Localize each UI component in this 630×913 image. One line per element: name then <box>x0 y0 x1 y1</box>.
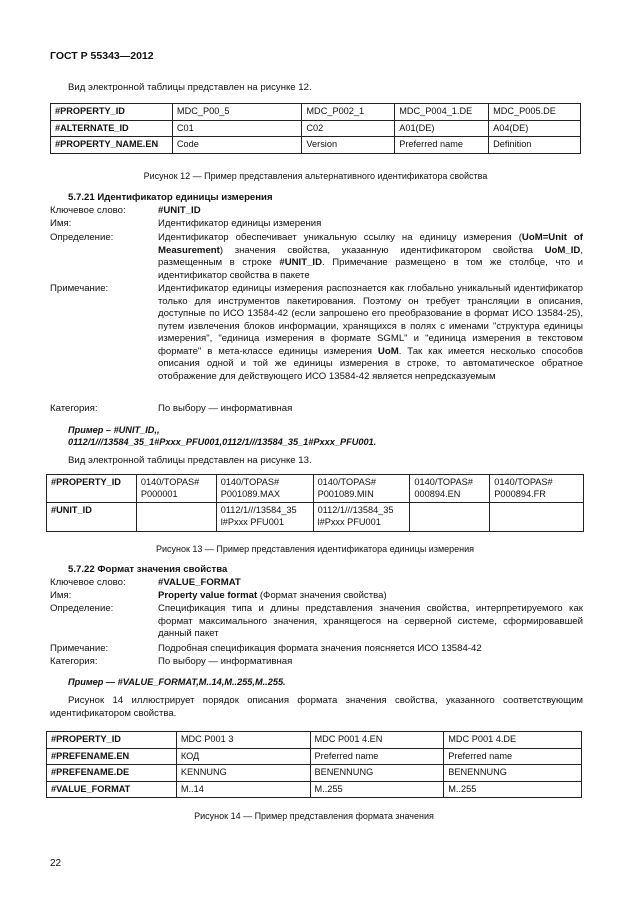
note-text: Идентификатор единицы измерения распознается как глобально уникальный идентификатор только для инструментов пакетирования. Поэтому он требует трансляции в описания, доступные по ИСО 13584-42 (если запрошено его преобразование в формат ИСО 13584-25), путем извлечения блоков информации, хранящихся в полях с именами "структура единицы измерения", "единица измерения в формате SGML" и "единица измерения в текстовом формате" в мета-классе единицы измерения UoM. Так как имеется несколько способов описания одной и той же единицы измерения в строке, то автоматическое обратное отображение для действующего ИСО 13584-42 является непредсказуемым <box>158 283 583 382</box>
table-cell <box>136 503 216 532</box>
table-cell: MDC P001 4.DE <box>444 732 582 749</box>
table-row <box>47 781 582 798</box>
table-row <box>47 732 582 749</box>
table-cell: MDC_P00_5 <box>172 104 301 121</box>
table-cell: Code <box>172 137 301 154</box>
page-number: 22 <box>50 858 62 869</box>
example-line-1: Пример – #UNIT_ID,, <box>68 425 160 435</box>
table-row <box>51 137 581 154</box>
table-cell: Preferred name <box>310 748 444 765</box>
table-row <box>51 104 581 121</box>
definition-text: Спецификация типа и длины представления значения свойства, интерпретируемого как формат максимального значения, хранящегося на серверной системе, сформировавшей данный пакет <box>158 603 583 639</box>
table-cell: 0140/TOPAS# P000894.FR <box>490 475 584 503</box>
table-cell: 0112/1///13584_35 l#Pxxx PFU001 <box>216 503 313 532</box>
table-cell: #PROPERTY_ID <box>51 104 173 121</box>
table-cell: #PROPERTY_NAME.EN <box>51 137 173 154</box>
table-cell: #PROPERTY_ID <box>47 475 137 503</box>
table-cell: MDC_P004_1.DE <box>395 104 489 121</box>
table-cell: #PREFENAME.EN <box>47 748 177 765</box>
table-figure-14 <box>46 731 582 798</box>
table-cell: 0112/1///13584_35 l#Pxxx PFU001 <box>313 503 410 532</box>
table-cell: КОД <box>176 748 310 765</box>
table-cell: #ALTERNATE_ID <box>51 120 173 137</box>
table-row <box>47 748 582 765</box>
example-line: Пример — #VALUE_FORMAT,M..14,M..255,M..255. <box>68 677 286 687</box>
section-title-5-7-22: 5.7.22 Формат значения свойства <box>68 564 228 575</box>
table-cell: MDC_P002_1 <box>302 104 395 121</box>
category-label: Категория: <box>50 403 98 414</box>
table-cell: A01(DE) <box>395 120 489 137</box>
table-cell: MDC P001 3 <box>176 732 310 749</box>
table-cell: MDC P001 4.EN <box>310 732 444 749</box>
table-cell: C02 <box>302 120 395 137</box>
category-value: По выбору — информативная <box>158 656 293 667</box>
intro-figure-13: Вид электронной таблицы представлен на рисунке 13. <box>68 455 312 466</box>
keyword-label: Ключевое слово: <box>50 205 126 216</box>
table-cell: M..14 <box>176 781 310 798</box>
intro-figure-12: Вид электронной таблицы представлен на рисунке 12. <box>68 82 312 93</box>
caption-figure-14: Рисунок 14 — Пример представления формата значения <box>194 811 434 821</box>
note-label: Примечание: <box>50 643 109 654</box>
table-cell: 0140/TOPAS# 000894.EN <box>410 475 490 503</box>
name-label: Имя: <box>50 590 72 601</box>
caption-figure-12: Рисунок 12 — Пример представления альтернативного идентификатора свойства <box>143 171 488 181</box>
name-value: Идентификатор единицы измерения <box>158 218 322 229</box>
table-cell: #PREFENAME.DE <box>47 765 177 782</box>
table-cell: #VALUE_FORMAT <box>47 781 177 798</box>
table-row <box>47 475 584 503</box>
section-title-5-7-21: 5.7.21 Идентификатор единицы измерения <box>68 192 273 203</box>
document-header: ГОСТ Р 55343—2012 <box>50 50 154 62</box>
intro-figure-14: Рисунок 14 иллюстрирует порядок описания формата значения свойства, указанного соответствующим идентификатором свойства. <box>50 695 583 719</box>
table-cell: Version <box>302 137 395 154</box>
table-cell <box>410 503 490 532</box>
table-figure-12 <box>50 103 581 154</box>
keyword-label: Ключевое слово: <box>50 577 126 588</box>
definition-label: Определение: <box>50 603 114 614</box>
caption-figure-13: Рисунок 13 — Пример представления идентификатора единицы измерения <box>155 544 475 554</box>
definition-text: Идентификатор обеспечивает уникальную ссылку на единицу измерения (UoM=Unit of Measurement) значения свойства, указанную идентификатором свойства UoM_ID, размещенным в строке #UNIT_ID. Примечание размещено в том же столбце, что и идентификатор свойства в пакете <box>158 232 583 281</box>
table-cell: C01 <box>172 120 301 137</box>
name-value: Property value format (Формат значения свойства) <box>158 590 387 601</box>
table-cell: Preferred name <box>395 137 489 154</box>
example-line-2: 0112/1///13584_35_1#Pxxx_PFU001,0112/1///13584_35_1#Pxxx_PFU001. <box>68 437 377 447</box>
name-label: Имя: <box>50 218 72 229</box>
note-text: Подробная спецификация формата значения поясняется ИСО 13584-42 <box>158 643 482 654</box>
definition-label: Определение: <box>50 232 114 243</box>
keyword-value: #VALUE_FORMAT <box>158 577 241 588</box>
table-cell: BENENNUNG <box>444 765 582 782</box>
table-cell: #UNIT_ID <box>47 503 137 532</box>
table-cell: BENENNUNG <box>310 765 444 782</box>
table-row <box>51 120 581 137</box>
table-cell: A04(DE) <box>489 120 581 137</box>
table-cell: Definition <box>489 137 581 154</box>
table-cell: 0140/TOPAS# P001089.MIN <box>313 475 410 503</box>
table-cell <box>490 503 584 532</box>
table-figure-13 <box>46 474 584 532</box>
table-cell: MDC_P005.DE <box>489 104 581 121</box>
table-cell: 0140/TOPAS# P000001 <box>136 475 216 503</box>
category-value: По выбору — информативная <box>158 403 293 414</box>
table-cell: 0140/TOPAS# P001089.MAX <box>216 475 313 503</box>
note-label: Примечание: <box>50 283 109 294</box>
table-cell: KENNUNG <box>176 765 310 782</box>
table-row <box>47 765 582 782</box>
table-cell: #PROPERTY_ID <box>47 732 177 749</box>
table-row <box>47 503 584 532</box>
category-label: Категория: <box>50 656 98 667</box>
keyword-value: #UNIT_ID <box>158 205 201 216</box>
table-cell: M..255 <box>310 781 444 798</box>
table-cell: Preferred name <box>444 748 582 765</box>
table-cell: M..255 <box>444 781 582 798</box>
